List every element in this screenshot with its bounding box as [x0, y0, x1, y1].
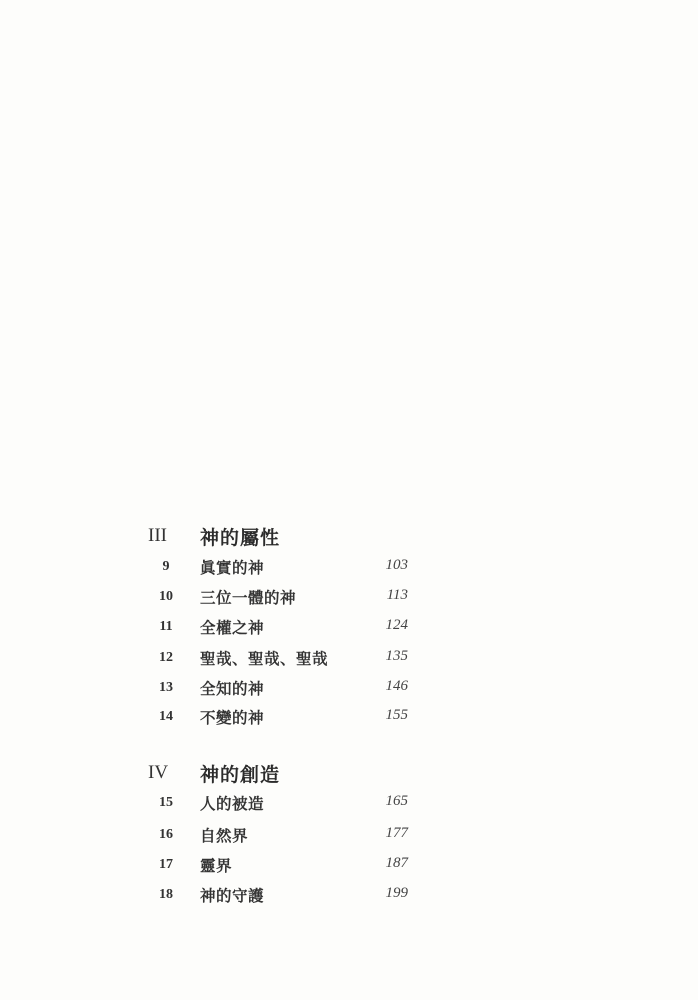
chapter-title: 聖哉、聖哉、聖哉 — [200, 649, 329, 668]
page-number: 165 — [385, 793, 408, 809]
section-title: 神的屬性 — [200, 527, 281, 549]
chapter-number: 9 — [162, 559, 170, 574]
toc-entry — [0, 556, 698, 580]
section-header — [0, 762, 698, 792]
chapter-number: 16 — [159, 827, 173, 842]
chapter-title: 神的守護 — [200, 886, 265, 905]
chapter-number: 18 — [159, 887, 173, 902]
page-number: 113 — [386, 587, 408, 603]
toc-entry — [0, 616, 698, 640]
chapter-number: 14 — [159, 709, 173, 724]
section-numeral: IV — [148, 762, 169, 783]
page-number: 177 — [385, 825, 408, 841]
chapter-number: 15 — [159, 795, 173, 810]
toc-entry — [0, 706, 698, 730]
page-number: 124 — [385, 617, 408, 633]
section-numeral: III — [148, 525, 167, 546]
toc-entry — [0, 586, 698, 610]
page-number: 199 — [385, 885, 408, 901]
chapter-number: 13 — [159, 680, 173, 695]
toc-entry — [0, 884, 698, 908]
toc-entry — [0, 792, 698, 816]
page-number: 155 — [385, 707, 408, 723]
chapter-title: 自然界 — [200, 826, 249, 845]
toc-entry — [0, 647, 698, 671]
toc-entry — [0, 854, 698, 878]
page-number: 187 — [385, 855, 408, 871]
chapter-title: 眞實的神 — [200, 558, 265, 577]
chapter-title: 人的被造 — [200, 794, 265, 813]
page-number: 146 — [385, 678, 408, 694]
toc-entry — [0, 677, 698, 701]
chapter-title: 不變的神 — [200, 708, 265, 727]
chapter-number: 10 — [159, 589, 173, 604]
chapter-title: 三位一體的神 — [200, 588, 297, 607]
section-header — [0, 525, 698, 555]
chapter-title: 全權之神 — [200, 618, 265, 637]
section-title: 神的創造 — [200, 764, 281, 786]
page-number: 103 — [385, 557, 408, 573]
page-number: 135 — [385, 648, 408, 664]
toc-entry — [0, 824, 698, 848]
chapter-number: 17 — [159, 857, 173, 872]
chapter-title: 靈界 — [200, 856, 233, 875]
chapter-number: 11 — [159, 619, 173, 634]
chapter-title: 全知的神 — [200, 679, 265, 698]
chapter-number: 12 — [159, 650, 173, 665]
